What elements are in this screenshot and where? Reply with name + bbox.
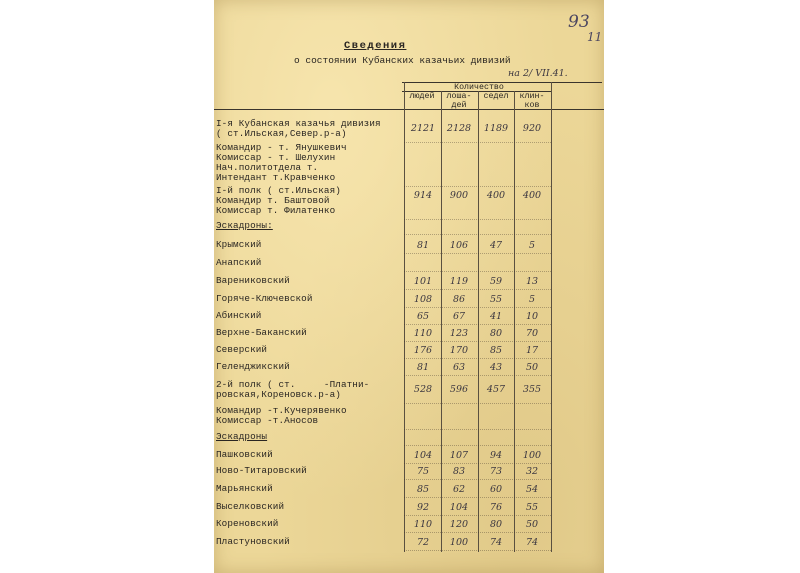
row-rule xyxy=(404,358,551,359)
row-rule xyxy=(404,186,551,187)
row-value: 70 xyxy=(525,328,539,339)
folio-number: 93 xyxy=(568,12,590,32)
row-rule xyxy=(404,307,551,308)
column-header-saddles: седел xyxy=(483,92,509,101)
row-value: 81 xyxy=(416,362,430,373)
row-rule xyxy=(404,550,551,551)
row-value: 596 xyxy=(449,384,469,395)
row-value: 100 xyxy=(522,450,542,461)
row-label: Эскадроны xyxy=(216,431,268,442)
row-rule xyxy=(404,142,551,143)
row-value: 120 xyxy=(449,519,469,530)
column-header-people: людей xyxy=(409,92,435,101)
row-label: I-я Кубанская казачья дивизия ( ст.Ильская,Север.р-а) xyxy=(216,118,381,139)
row-label: Кореновский xyxy=(216,518,279,529)
row-value: 60 xyxy=(489,484,503,495)
row-value: 400 xyxy=(486,190,506,201)
row-value: 50 xyxy=(525,362,539,373)
column-rule-5 xyxy=(551,82,552,552)
row-rule xyxy=(404,341,551,342)
column-rule-4 xyxy=(514,91,515,552)
row-value: 85 xyxy=(416,484,430,495)
row-rule xyxy=(404,445,551,446)
row-value: 457 xyxy=(486,384,506,395)
row-value: 355 xyxy=(522,384,542,395)
row-value: 32 xyxy=(525,466,539,477)
column-header-horses: лоша- дей xyxy=(446,92,472,110)
row-rule xyxy=(404,403,551,404)
row-label: 2-й полк ( ст. -Платни- ровская,Кореновск.р-а) xyxy=(216,379,370,400)
row-value: 59 xyxy=(489,276,503,287)
row-value: 123 xyxy=(449,328,469,339)
row-value: 55 xyxy=(525,502,539,513)
row-rule xyxy=(404,324,551,325)
row-value: 62 xyxy=(452,484,466,495)
row-rule xyxy=(404,463,551,464)
row-rule xyxy=(404,497,551,498)
row-value: 101 xyxy=(413,276,433,287)
row-value: 80 xyxy=(489,519,503,530)
row-value: 108 xyxy=(413,294,433,305)
column-rule-3 xyxy=(478,91,479,552)
row-value: 176 xyxy=(413,345,433,356)
row-value: 67 xyxy=(452,311,466,322)
row-label: Ново-Титаровский xyxy=(216,465,307,476)
row-rule xyxy=(404,532,551,533)
row-rule xyxy=(404,271,551,272)
row-value: 72 xyxy=(416,537,430,548)
folio-mark: 11 xyxy=(587,30,603,44)
row-value: 119 xyxy=(449,276,469,287)
row-value: 170 xyxy=(449,345,469,356)
row-label: Северский xyxy=(216,344,268,355)
row-value: 54 xyxy=(525,484,539,495)
document-sheet xyxy=(214,0,604,573)
row-label: Марьянский xyxy=(216,483,273,494)
column-header-blades: клин- ков xyxy=(519,92,545,110)
row-value: 83 xyxy=(452,466,466,477)
row-value: 73 xyxy=(489,466,503,477)
row-value: 914 xyxy=(413,190,433,201)
row-value: 104 xyxy=(413,450,433,461)
row-value: 80 xyxy=(489,328,503,339)
row-value: 106 xyxy=(449,240,469,251)
row-value: 47 xyxy=(489,240,503,251)
row-value: 74 xyxy=(525,537,539,548)
row-label: Эскадроны: xyxy=(216,220,273,231)
row-value: 10 xyxy=(525,311,539,322)
row-value: 110 xyxy=(413,519,433,530)
row-value: 104 xyxy=(449,502,469,513)
row-value: 92 xyxy=(416,502,430,513)
row-value: 5 xyxy=(528,294,536,305)
page-subtitle: о состоянии Кубанских казачьих дивизий xyxy=(294,55,511,66)
row-value: 81 xyxy=(416,240,430,251)
row-rule xyxy=(404,219,551,220)
row-label: Горяче-Ключевской xyxy=(216,293,313,304)
row-label: Варениковский xyxy=(216,275,290,286)
row-value: 107 xyxy=(449,450,469,461)
row-label: Командир - т. Янушкевич Комиссар - т. Шелухин Нач.политотдела т. Интендант т.Кравченко xyxy=(216,142,347,183)
row-value: 41 xyxy=(489,311,503,322)
row-value: 5 xyxy=(528,240,536,251)
row-value: 400 xyxy=(522,190,542,201)
row-label: Абинский xyxy=(216,310,262,321)
row-value: 76 xyxy=(489,502,503,513)
row-value: 50 xyxy=(525,519,539,530)
row-value: 86 xyxy=(452,294,466,305)
row-value: 74 xyxy=(489,537,503,548)
row-label: Командир -т.Кучерявенко Комиссар -т.Аносов xyxy=(216,405,347,426)
row-value: 1189 xyxy=(483,123,509,134)
row-label: Анапский xyxy=(216,257,262,268)
row-value: 75 xyxy=(416,466,430,477)
row-label: Верхне-Баканский xyxy=(216,327,307,338)
row-value: 55 xyxy=(489,294,503,305)
date-note: на 2/ VII.41. xyxy=(508,68,568,79)
row-value: 2128 xyxy=(446,123,472,134)
group-header: Количество xyxy=(454,83,504,92)
row-rule xyxy=(404,429,551,430)
row-label: Выселковский xyxy=(216,501,285,512)
row-label: Пластуновский xyxy=(216,536,290,547)
row-value: 63 xyxy=(452,362,466,373)
row-rule xyxy=(404,289,551,290)
row-rule xyxy=(404,234,551,235)
row-value: 528 xyxy=(413,384,433,395)
row-rule xyxy=(404,479,551,480)
row-label: Геленджикский xyxy=(216,361,290,372)
row-value: 900 xyxy=(449,190,469,201)
column-rule-1 xyxy=(404,82,405,552)
row-value: 94 xyxy=(489,450,503,461)
row-value: 17 xyxy=(525,345,539,356)
row-value: 110 xyxy=(413,328,433,339)
row-label: Пашковский xyxy=(216,449,273,460)
row-label: I-й полк ( ст.Ильская) Командир т. Баштовой Комиссар т. Филатенко xyxy=(216,185,341,216)
row-value: 100 xyxy=(449,537,469,548)
row-label: Крымский xyxy=(216,239,262,250)
row-rule xyxy=(404,253,551,254)
row-value: 85 xyxy=(489,345,503,356)
row-value: 13 xyxy=(525,276,539,287)
row-value: 2121 xyxy=(410,123,436,134)
row-value: 65 xyxy=(416,311,430,322)
page-title: Сведения xyxy=(344,40,407,52)
row-rule xyxy=(404,375,551,376)
row-value: 920 xyxy=(522,123,542,134)
row-value: 43 xyxy=(489,362,503,373)
row-rule xyxy=(404,515,551,516)
column-rule-2 xyxy=(441,91,442,552)
